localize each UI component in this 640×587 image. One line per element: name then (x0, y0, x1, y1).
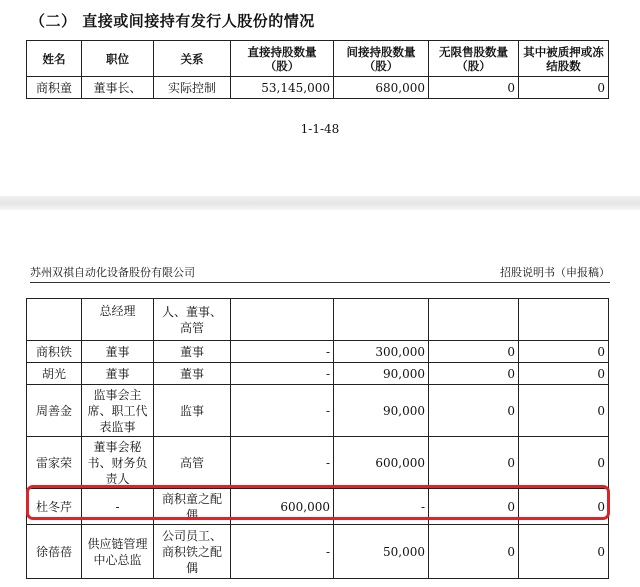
header-relation: 关系 (154, 41, 231, 77)
table-row (27, 299, 609, 341)
cell-position: 董事会秘书、财务负责人 (82, 437, 154, 489)
cell-position: - (82, 489, 154, 525)
cell-direct: - (231, 385, 334, 437)
cell-position: 监事会主席、职工代表监事 (82, 385, 154, 437)
cell-pledged: 0 (519, 437, 609, 489)
table-row (27, 341, 609, 363)
cell-indirect (334, 299, 429, 341)
cell-indirect: 600,000 (334, 437, 429, 489)
table-row (27, 77, 609, 99)
cell-direct: - (231, 525, 334, 579)
cell-direct: 53,145,000 (231, 77, 334, 99)
page-number: 1-1-48 (300, 122, 340, 136)
cell-relation: 实际控制 (154, 77, 231, 99)
cell-relation: 监事 (154, 385, 231, 437)
header-pledged-shares: 其中被质押或冻结股数 (519, 41, 609, 77)
cell-indirect: 50,000 (334, 525, 429, 579)
cell-unrestricted: 0 (429, 437, 519, 489)
shareholding-table-continued (26, 298, 609, 579)
cell-relation: 人、董事、高管 (154, 299, 231, 341)
header-position: 职位 (82, 41, 154, 77)
header-direct-shares: 直接持股数量（股） (231, 41, 334, 77)
cell-indirect: 90,000 (334, 385, 429, 437)
cell-name: 商积童 (27, 77, 82, 99)
cell-direct (231, 299, 334, 341)
cell-indirect: 680,000 (334, 77, 429, 99)
cell-unrestricted: 0 (429, 525, 519, 579)
cell-name: 胡光 (27, 363, 82, 385)
table-row (27, 437, 609, 489)
shareholding-table-header (26, 40, 609, 99)
cell-direct: - (231, 363, 334, 385)
cell-pledged: 0 (519, 363, 609, 385)
cell-unrestricted: 0 (429, 77, 519, 99)
cell-relation: 公司员工、商积铁之配偶 (154, 525, 231, 579)
cell-indirect: 300,000 (334, 341, 429, 363)
cell-unrestricted: 0 (429, 341, 519, 363)
header-unrestricted-shares: 无限售股数量（股） (429, 41, 519, 77)
cell-relation: 商积童之配偶 (154, 489, 231, 525)
table-row (27, 525, 609, 579)
cell-indirect: 90,000 (334, 363, 429, 385)
highlight-box (26, 485, 610, 520)
cell-name: 徐蓓蓓 (27, 525, 82, 579)
cell-position: 供应链管理中心总监 (82, 525, 154, 579)
cell-direct: 600,000 (231, 489, 334, 525)
cell-pledged (519, 299, 609, 341)
cell-relation: 董事 (154, 341, 231, 363)
section-title: （二） 直接或间接持有发行人股份的情况 (30, 12, 315, 30)
running-header (30, 264, 610, 283)
cell-position: 董事 (82, 363, 154, 385)
table-header-row (27, 41, 609, 77)
cell-position: 董事长、 (82, 77, 154, 99)
cell-position: 总经理 (82, 299, 154, 341)
cell-name: 杜冬芹 (27, 489, 82, 525)
cell-unrestricted: 0 (429, 385, 519, 437)
table-row (27, 363, 609, 385)
company-name: 苏州双祺自动化设备股份有限公司 (30, 266, 195, 279)
cell-pledged: 0 (519, 77, 609, 99)
header-indirect-shares: 间接持股数量（股） (334, 41, 429, 77)
cell-indirect: - (334, 489, 429, 525)
cell-pledged: 0 (519, 489, 609, 525)
cell-unrestricted: 0 (429, 363, 519, 385)
cell-name: 雷家荣 (27, 437, 82, 489)
document-type: 招股说明书（申报稿） (500, 266, 610, 279)
cell-name: 周善金 (27, 385, 82, 437)
cell-pledged: 0 (519, 341, 609, 363)
cell-pledged: 0 (519, 525, 609, 579)
cell-relation: 高管 (154, 437, 231, 489)
cell-unrestricted (429, 299, 519, 341)
cell-unrestricted: 0 (429, 489, 519, 525)
cell-relation: 董事 (154, 363, 231, 385)
cell-name (27, 299, 82, 341)
cell-direct: - (231, 341, 334, 363)
cell-name: 商积铁 (27, 341, 82, 363)
table-row (27, 385, 609, 437)
cell-position: 董事 (82, 341, 154, 363)
cell-pledged: 0 (519, 385, 609, 437)
document-page-top (0, 0, 640, 196)
page-separator (0, 196, 640, 210)
cell-direct: - (231, 437, 334, 489)
header-name: 姓名 (27, 41, 82, 77)
